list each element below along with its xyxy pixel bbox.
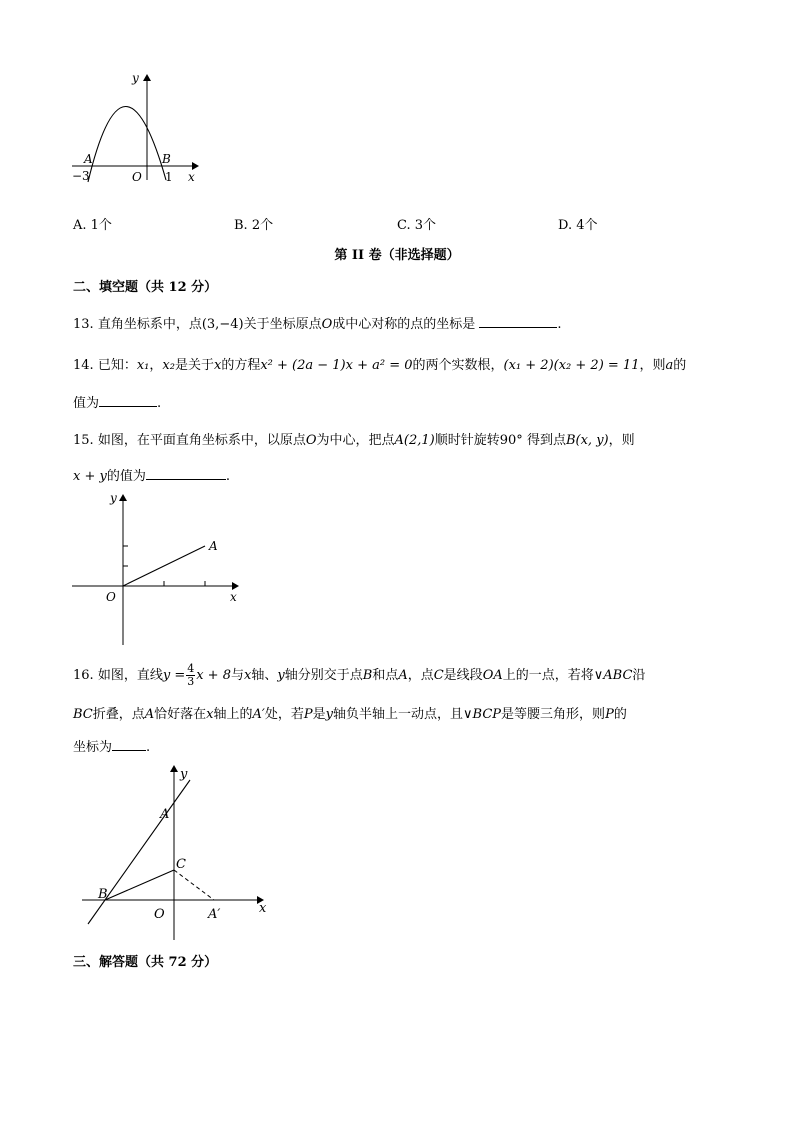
question-14	[73, 354, 686, 373]
one-label: 1	[165, 170, 173, 184]
x-label: x	[230, 590, 237, 604]
q16-text-h: 上的一点，若将	[502, 668, 594, 683]
q16-l2-x: x	[206, 707, 214, 722]
q16-l2-e: 是	[312, 707, 326, 722]
q16-frac-num: 4	[187, 662, 195, 675]
point-b-label: B	[98, 887, 108, 902]
folding-graph	[78, 760, 278, 945]
q13-answer-blank[interactable]	[479, 313, 557, 328]
q15-text-f: 的值为	[106, 469, 146, 484]
q16-A: A	[398, 668, 408, 683]
q16-l2-c: 轴上的	[213, 707, 253, 722]
q15-text-d: 得到点	[526, 433, 566, 448]
q14-x2: x₂	[162, 358, 175, 373]
q14-text-a: 已知：	[97, 358, 137, 373]
question-16-line3	[73, 736, 150, 755]
part2-title: 第 II 卷（非选择题）	[334, 248, 460, 263]
section3-heading: 三、解答题（共 72 分）	[73, 955, 218, 970]
y-label: y	[132, 71, 139, 85]
q16-C: C	[433, 668, 444, 683]
y-label: y	[180, 767, 188, 782]
point-c-label: C	[176, 857, 186, 872]
q15-expr: x + y	[73, 469, 107, 484]
q16-y: y	[277, 668, 285, 683]
q14-line2-text: 值为	[73, 396, 100, 411]
q16-tri: ∨ABC	[593, 668, 633, 683]
q15-text-b: 为中心，把点	[316, 433, 395, 448]
q15-text-c: 顺时针旋转	[434, 433, 500, 448]
parabola-curve	[88, 106, 166, 182]
option-d: D. 4个	[558, 218, 598, 233]
question-16-line2	[73, 703, 627, 722]
q16-frac-den: 3	[187, 675, 195, 688]
question-15-line2	[73, 465, 230, 484]
q15-point-a: A(2,1)	[394, 433, 435, 448]
q16-text-a: 如图，直线	[97, 668, 163, 683]
q14-equation: x² + (2a − 1)x + a² = 0	[260, 358, 413, 373]
q16-text-g: 是线段	[443, 668, 483, 683]
point-a-label: A	[160, 807, 170, 822]
segment-oa	[123, 546, 205, 586]
q16-text-d: 轴分别交于点	[284, 668, 363, 683]
q13-end: .	[557, 317, 562, 332]
rotation-graph	[68, 490, 248, 650]
question-14-line2	[73, 392, 161, 411]
q15-text-a: 如图，在平面直角坐标系中，以原点	[97, 433, 306, 448]
origin-label: O	[154, 907, 165, 922]
question-13	[73, 313, 562, 332]
q16-eq-rest: x + 8	[196, 668, 231, 683]
point-b-label: B	[162, 152, 171, 166]
q16-text-c: 轴、	[251, 668, 278, 683]
option-b: B. 2个	[234, 218, 274, 233]
q16-l2-P: P	[303, 707, 313, 722]
q16-end: .	[146, 740, 151, 755]
option-c: C. 3个	[397, 218, 437, 233]
q14-text-e: ，则	[639, 358, 666, 373]
q16-answer-blank[interactable]	[112, 736, 146, 751]
q16-fraction	[186, 663, 195, 688]
point-a-label: A	[209, 539, 218, 553]
q16-l2-tri: ∨BCP	[463, 707, 502, 722]
q13-text-b: 关于坐标原点	[243, 317, 322, 332]
q16-line3-text: 坐标为	[73, 740, 113, 755]
origin-label: O	[132, 170, 142, 184]
q16-l2-a: 折叠，点	[92, 707, 145, 722]
q13-text-a: 直角坐标系中，点	[97, 317, 202, 332]
q14-x1: x₁	[136, 358, 150, 373]
q16-BC: BC	[73, 707, 93, 722]
q16-l2-h: 的	[613, 707, 627, 722]
point-a-label: A	[84, 152, 93, 166]
q15-origin: O	[305, 433, 317, 448]
q15-point-b: B(x, y)	[565, 433, 609, 448]
point-a-prime-label: A′	[208, 907, 221, 922]
q14-comma: ，	[149, 358, 163, 373]
q16-text-f: ，点	[407, 668, 434, 683]
q16-l2-y: y	[325, 707, 334, 722]
q16-l2-Ap: A′	[252, 707, 265, 722]
q16-text-i: 沿	[632, 668, 646, 683]
question-15	[73, 429, 635, 448]
q15-text-e: ，则	[608, 433, 635, 448]
q13-text-c: 成中心对称的点的坐标是	[332, 317, 476, 332]
x-label: x	[259, 901, 267, 916]
q15-angle: 90°	[499, 433, 523, 448]
q15-answer-blank[interactable]	[146, 465, 226, 480]
q14-answer-blank[interactable]	[99, 392, 157, 407]
q13-point: (3,−4)	[201, 317, 244, 332]
q16-l2-f: 轴负半轴上一动点，且	[333, 707, 464, 722]
q14-xvar: x	[213, 358, 222, 373]
q16-OA: OA	[482, 668, 503, 683]
parabola-graph	[68, 70, 208, 185]
option-a: A. 1个	[73, 218, 112, 233]
q15-number: 15.	[73, 433, 94, 448]
x-label: x	[188, 170, 195, 184]
question-16	[73, 663, 645, 688]
q14-condition: (x₁ + 2)(x₂ + 2) = 11	[503, 358, 640, 373]
q16-B: B	[362, 668, 373, 683]
q16-x: x	[244, 668, 252, 683]
q14-text-b: 是关于	[174, 358, 214, 373]
line-ab	[88, 780, 190, 924]
q14-number: 14.	[73, 358, 94, 373]
q16-y-eq: y =	[162, 668, 186, 683]
q15-end: .	[225, 469, 230, 484]
q16-l2-g: 是等腰三角形，则	[501, 707, 606, 722]
q14-text-d: 的两个实数根，	[412, 358, 504, 373]
q16-l2-A: A	[144, 707, 155, 722]
q16-number: 16.	[73, 668, 94, 683]
q16-text-e: 和点	[372, 668, 399, 683]
q14-avar: a	[665, 358, 674, 373]
section2-heading: 二、填空题（共 12 分）	[73, 280, 218, 295]
q13-origin: O	[321, 317, 333, 332]
q16-text-b: 与	[230, 668, 244, 683]
q13-number: 13.	[73, 317, 94, 332]
neg3-label: −3	[72, 169, 90, 183]
q16-l2-b: 恰好落在	[154, 707, 207, 722]
q16-l2-P2: P	[605, 707, 614, 722]
q16-l2-d: 处，若	[264, 707, 304, 722]
q14-text-c: 的方程	[221, 358, 261, 373]
origin-label: O	[106, 590, 116, 604]
y-label: y	[110, 491, 117, 505]
segment-ca-prime	[174, 870, 214, 900]
q14-text-f: 的	[673, 358, 687, 373]
q14-end: .	[157, 396, 162, 411]
